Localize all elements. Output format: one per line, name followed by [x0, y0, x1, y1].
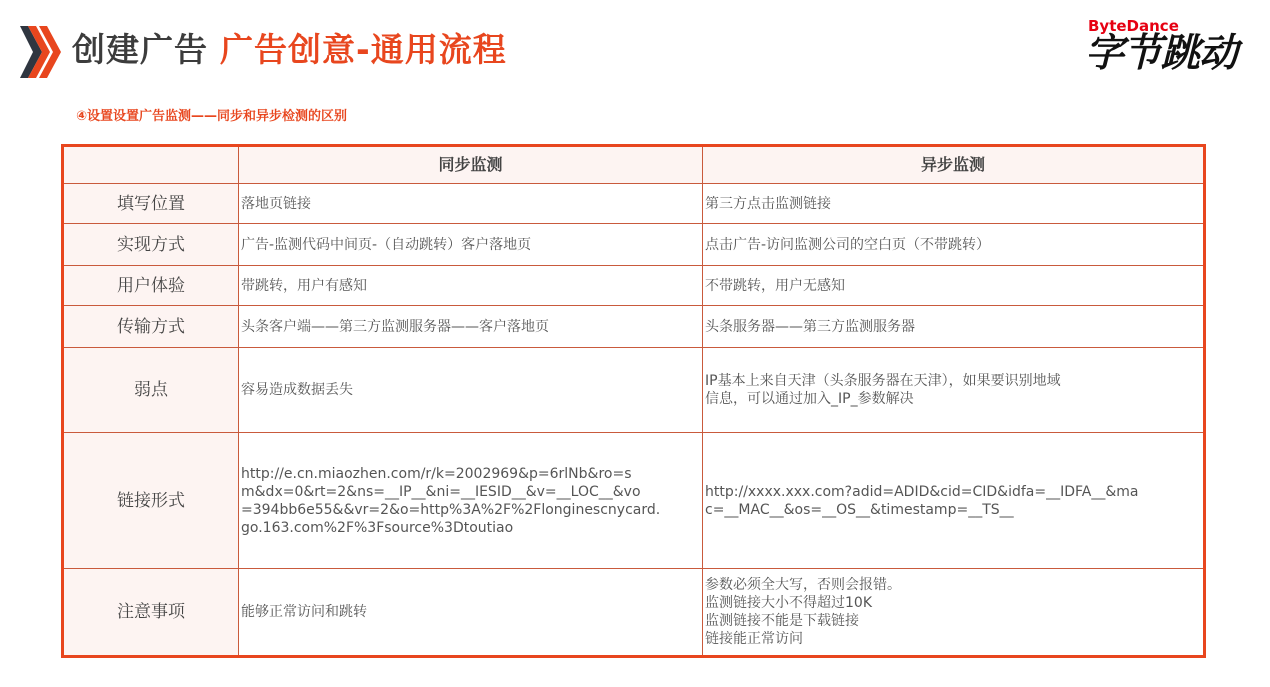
- comparison-table: [61, 144, 1206, 658]
- link-example-line: c=__MAC__&os=__OS__&timestamp=__TS__: [705, 501, 1014, 518]
- async-cell: [703, 224, 1205, 266]
- row-label: 用户体验: [63, 266, 239, 306]
- table-row: [63, 184, 1205, 224]
- cell-text: 信息，可以通过加入_IP_参数解决: [705, 391, 914, 407]
- cell-text: 参数必须全大写，否则会报错。: [705, 577, 901, 593]
- cell-text: 点击广告-访问监测公司的空白页（不带跳转）: [705, 236, 991, 253]
- sync-cell: [239, 224, 703, 266]
- link-example-line: go.163.com%2F%3Fsource%3Dtoutiao: [241, 519, 514, 536]
- cell-text: 第三方点击监测链接: [705, 195, 831, 212]
- row-label: 传输方式: [63, 306, 239, 348]
- logo-brand-en: ByteDance: [1088, 17, 1179, 35]
- async-cell: [703, 569, 1205, 657]
- page-title: [72, 28, 507, 72]
- column-header-empty: [63, 146, 239, 184]
- bytedance-logo: [1085, 18, 1255, 74]
- cell-text: 容易造成数据丢失: [241, 382, 353, 398]
- cell-text: 不带跳转，用户无感知: [705, 277, 845, 294]
- async-cell: [703, 306, 1205, 348]
- row-label: 链接形式: [63, 433, 239, 569]
- cell-text: IP基本上来自天津（头条服务器在天津），如果要识别地域: [705, 373, 1061, 389]
- column-header-sync: 同步监测: [239, 146, 703, 184]
- sync-cell: [239, 433, 703, 569]
- cell-text: 链接能正常访问: [705, 631, 803, 647]
- cell-text: 头条客户端——第三方监测服务器——客户落地页: [241, 318, 549, 335]
- row-label: 弱点: [63, 348, 239, 433]
- cell-text: 监测链接大小不得超过10K: [705, 595, 872, 611]
- table-row: [63, 306, 1205, 348]
- sync-cell: [239, 306, 703, 348]
- row-label: 实现方式: [63, 224, 239, 266]
- page-title-section: 创建广告: [72, 30, 208, 69]
- cell-text: 落地页链接: [241, 195, 311, 212]
- table-row: [63, 348, 1205, 433]
- cell-text: 监测链接不能是下载链接: [705, 613, 859, 629]
- sync-cell: [239, 348, 703, 433]
- link-example-line: m&dx=0&rt=2&ns=__IP__&ni=__IESID__&v=__LOC__&vo: [241, 483, 641, 500]
- table-row: [63, 266, 1205, 306]
- page-title-topic: 广告创意-通用流程: [220, 30, 507, 69]
- sync-cell: [239, 569, 703, 657]
- link-example-line: http://xxxx.xxx.com?adid=ADID&cid=CID&idfa=__IDFA__&ma: [705, 483, 1139, 500]
- cell-text: 广告-监测代码中间页-（自动跳转）客户落地页: [241, 236, 532, 253]
- row-label: 注意事项: [63, 569, 239, 657]
- cell-text: 能够正常访问和跳转: [241, 604, 367, 620]
- sync-cell: [239, 266, 703, 306]
- table-row: [63, 433, 1205, 569]
- row-label: 填写位置: [63, 184, 239, 224]
- cell-text: 带跳转，用户有感知: [241, 277, 367, 294]
- async-cell: [703, 433, 1205, 569]
- sync-cell: [239, 184, 703, 224]
- async-cell: [703, 184, 1205, 224]
- link-example-line: =394bb6e55&&vr=2&o=http%3A%2F%2Flonginescnycard.: [241, 501, 661, 518]
- double-chevron-right-icon: [20, 22, 64, 82]
- table-header-row: [63, 146, 1205, 184]
- logo-brand-cn: 字节跳动: [1085, 31, 1238, 76]
- table-row: [63, 569, 1205, 657]
- page-subtitle: ④设置设置广告监测——同步和异步检测的区别: [76, 109, 348, 124]
- async-cell: [703, 266, 1205, 306]
- cell-text: 头条服务器——第三方监测服务器: [705, 318, 915, 335]
- table-row: [63, 224, 1205, 266]
- async-cell: [703, 348, 1205, 433]
- column-header-async: 异步监测: [703, 146, 1205, 184]
- link-example-line: http://e.cn.miaozhen.com/r/k=2002969&p=6rlNb&ro=s: [241, 465, 632, 482]
